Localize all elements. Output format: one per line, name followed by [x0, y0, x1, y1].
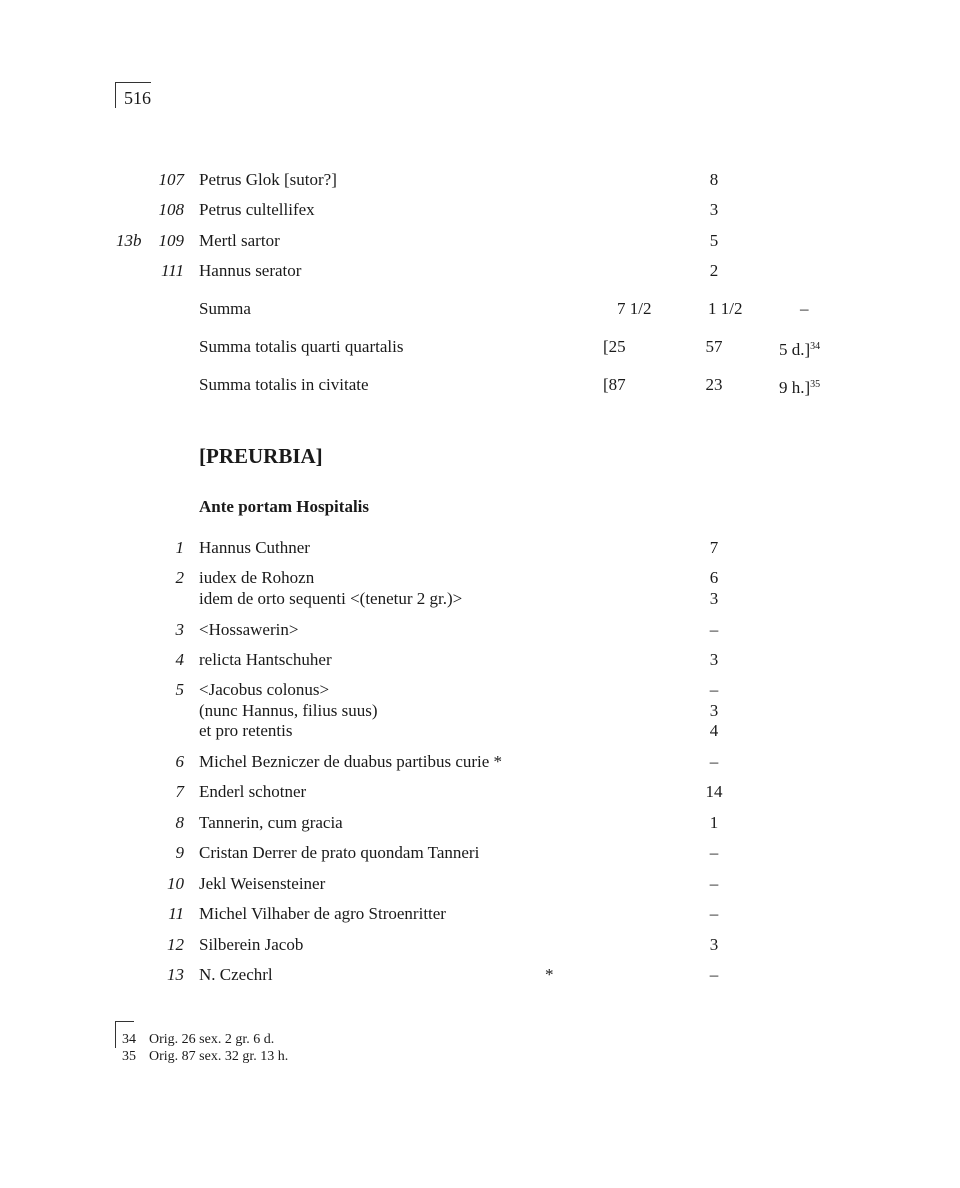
list-item	[0, 230, 960, 252]
entry-name: Hannus serator	[199, 261, 302, 280]
summa-quarti-label: Summa totalis quarti quartalis	[199, 337, 404, 356]
entry-number: 8	[175, 813, 184, 832]
list-item	[0, 649, 960, 671]
summa-value-2: 1 1/2	[708, 299, 743, 318]
summa-value-3: –	[800, 299, 809, 318]
summa-value-1: 7 1/2	[617, 299, 652, 318]
asterisk-mark: *	[545, 965, 554, 984]
entry-number: 108	[158, 200, 184, 219]
entry-name: (nunc Hannus, filius suus)	[199, 701, 378, 720]
entry-value: 3	[709, 200, 719, 219]
entry-name: N. Czechrl	[199, 965, 273, 984]
entry-value: 8	[709, 170, 719, 189]
list-item	[0, 842, 960, 864]
entry-value: 3	[709, 589, 719, 608]
entry-name: Michel Bezniczer de duabus partibus curie *	[199, 752, 503, 771]
entry-name: Cristan Derrer de prato quondam Tanneri	[199, 843, 480, 862]
entry-number: 10	[167, 874, 184, 893]
entry-name: et pro retentis	[199, 721, 293, 740]
entry-number: 7	[175, 782, 184, 801]
list-item	[0, 567, 960, 589]
list-item	[0, 720, 960, 742]
entry-value: –	[709, 904, 719, 923]
list-item	[0, 169, 960, 191]
entry-name: Petrus cultellifex	[199, 200, 315, 219]
entry-name: Michel Vilhaber de agro Stroenritter	[199, 904, 446, 923]
section-subheading: Ante portam Hospitalis	[199, 497, 369, 516]
list-item	[0, 964, 960, 986]
entry-value: –	[709, 752, 719, 771]
entry-name: <Hossawerin>	[199, 620, 299, 639]
entry-value: 3	[709, 935, 719, 954]
list-item	[0, 537, 960, 559]
footnote-text: Orig. 87 sex. 32 gr. 13 h.	[149, 1049, 289, 1064]
summa-label: Summa	[199, 299, 251, 318]
list-item	[0, 679, 960, 701]
entry-name: Enderl schotner	[199, 782, 307, 801]
entry-number: 12	[167, 935, 184, 954]
entry-value: 14	[705, 782, 723, 801]
entry-number: 13	[167, 965, 184, 984]
summa-quarti-value-3: 5 d.]$^{34}$	[779, 340, 821, 359]
page-number: 516	[115, 82, 151, 108]
list-item	[0, 700, 960, 722]
list-item	[0, 781, 960, 803]
entry-value: 4	[709, 721, 719, 740]
entry-number: 107	[158, 170, 184, 189]
entry-name: Hannus Cuthner	[199, 538, 310, 557]
summa-civitate-value-1: [87	[603, 375, 626, 394]
summa-civitate-value-3: 9 h.]$^{35}$	[779, 378, 821, 397]
summa-civitate-value-2: 23	[705, 375, 723, 394]
list-item	[0, 903, 960, 925]
entry-name: Tannerin, cum gracia	[199, 813, 343, 832]
footnote-number: 34	[122, 1032, 136, 1047]
entry-name: Mertl sartor	[199, 231, 280, 250]
summa-row	[0, 298, 960, 320]
footnote-ref: 34	[810, 341, 821, 352]
entry-value: 3	[709, 701, 719, 720]
section-heading: [PREURBIA]	[199, 444, 323, 468]
entry-number: 5	[175, 680, 184, 699]
entry-value: –	[709, 965, 719, 984]
entry-number: 2	[175, 568, 184, 587]
summa-quarti-value-2: 57	[705, 337, 723, 356]
folio-marginal-note: 13b	[116, 231, 142, 250]
entry-name: <Jacobus colonus>	[199, 680, 330, 699]
entry-value: –	[709, 680, 719, 699]
entry-value: 3	[709, 650, 719, 669]
entry-name: Petrus Glok [sutor?]	[199, 170, 337, 189]
entry-value: 6	[709, 568, 719, 587]
list-item	[0, 588, 960, 610]
list-item	[0, 199, 960, 221]
entry-value: –	[709, 874, 719, 893]
summa-quarti-row	[0, 336, 960, 358]
entry-value: 2	[709, 261, 719, 280]
entry-number: 3	[175, 620, 184, 639]
summa-civitate-row	[0, 374, 960, 396]
entry-number: 4	[175, 650, 184, 669]
list-item	[0, 812, 960, 834]
entry-number: 1	[175, 538, 184, 557]
entry-value: 7	[709, 538, 719, 557]
entry-value: –	[709, 843, 719, 862]
entry-number: 6	[175, 752, 184, 771]
entry-name: iudex de Rohozn	[199, 568, 315, 587]
entry-number: 9	[175, 843, 184, 862]
footnote-text: Orig. 26 sex. 2 gr. 6 d.	[149, 1032, 275, 1047]
summa-quarti-value-1: [25	[603, 337, 626, 356]
list-item	[0, 873, 960, 895]
list-item	[0, 619, 960, 641]
entry-name: Jekl Weisensteiner	[199, 874, 326, 893]
entry-name: idem de orto sequenti <(tenetur 2 gr.)>	[199, 589, 463, 608]
footnote-ref: 35	[810, 379, 821, 390]
entry-value: –	[709, 620, 719, 639]
entry-number: 11	[168, 904, 184, 923]
summa-civitate-label: Summa totalis in civitate	[199, 375, 369, 394]
entry-number: 111	[161, 261, 184, 280]
list-item	[0, 751, 960, 773]
list-item	[0, 934, 960, 956]
list-item	[0, 260, 960, 282]
entry-value: 1	[709, 813, 719, 832]
footnote-number: 35	[122, 1049, 136, 1064]
entry-value: 5	[709, 231, 719, 250]
entry-name: Silberein Jacob	[199, 935, 304, 954]
entry-name: relicta Hantschuher	[199, 650, 332, 669]
entry-number: 109	[158, 231, 184, 250]
